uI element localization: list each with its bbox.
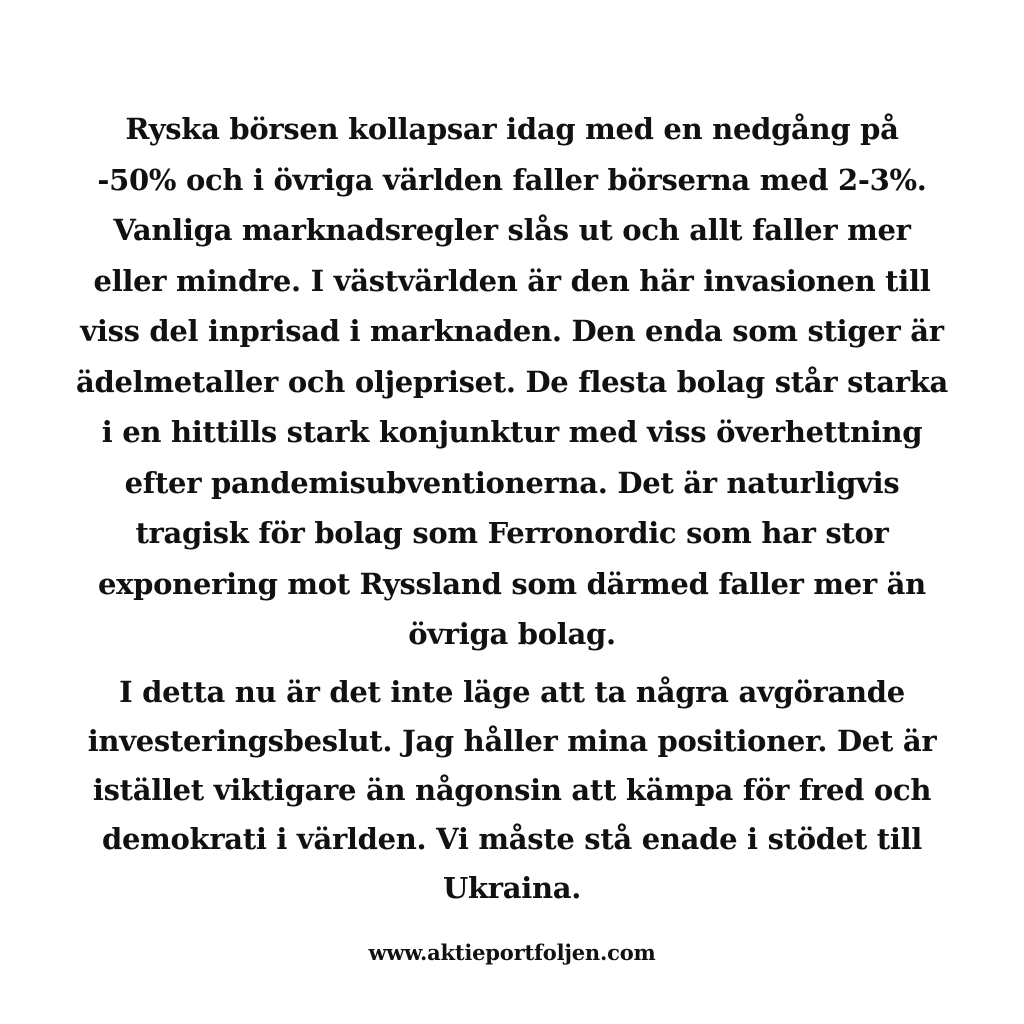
text-line: Ukraina. (442, 871, 582, 905)
text-line: demokrati i världen. Vi måste stå enade i stödet till (101, 822, 923, 856)
paragraph-investment-stance (0, 668, 1024, 913)
text-line: efter pandemisubventionerna. Det är naturligvis (124, 465, 900, 500)
text-line: istället viktigare än någonsin att kämpa för fred och (92, 773, 932, 807)
text-line: i en hittills stark konjunktur med viss överhettning (101, 415, 923, 449)
text-line: ädelmetaller och oljepriset. De flesta bolag står starka (76, 364, 948, 399)
text-line: tragisk för bolag som Ferronordic som har stor (135, 516, 889, 550)
text-line: Vanliga marknadsregler slås ut och allt faller mer (113, 213, 911, 247)
paragraph-market-crash (0, 104, 1024, 660)
text-line: -50% och i övriga världen faller börserna med 2-3%. (97, 162, 927, 197)
text-line: viss del inprisad i marknaden. Den enda som stiger är (80, 314, 944, 348)
text-line: I detta nu är det inte läge att ta några avgörande (119, 675, 905, 709)
text-line: investeringsbeslut. Jag håller mina positioner. Det är (87, 724, 937, 758)
text-line: Ryska börsen kollapsar idag med en nedgång på (125, 112, 899, 146)
text-line: eller mindre. I västvärlden är den här invasionen till (93, 263, 931, 298)
text-line: exponering mot Ryssland som därmed faller mer än (98, 566, 926, 601)
text-line: övriga bolag. (408, 617, 616, 651)
footer-website-url: www.aktieportfoljen.com (368, 940, 656, 965)
